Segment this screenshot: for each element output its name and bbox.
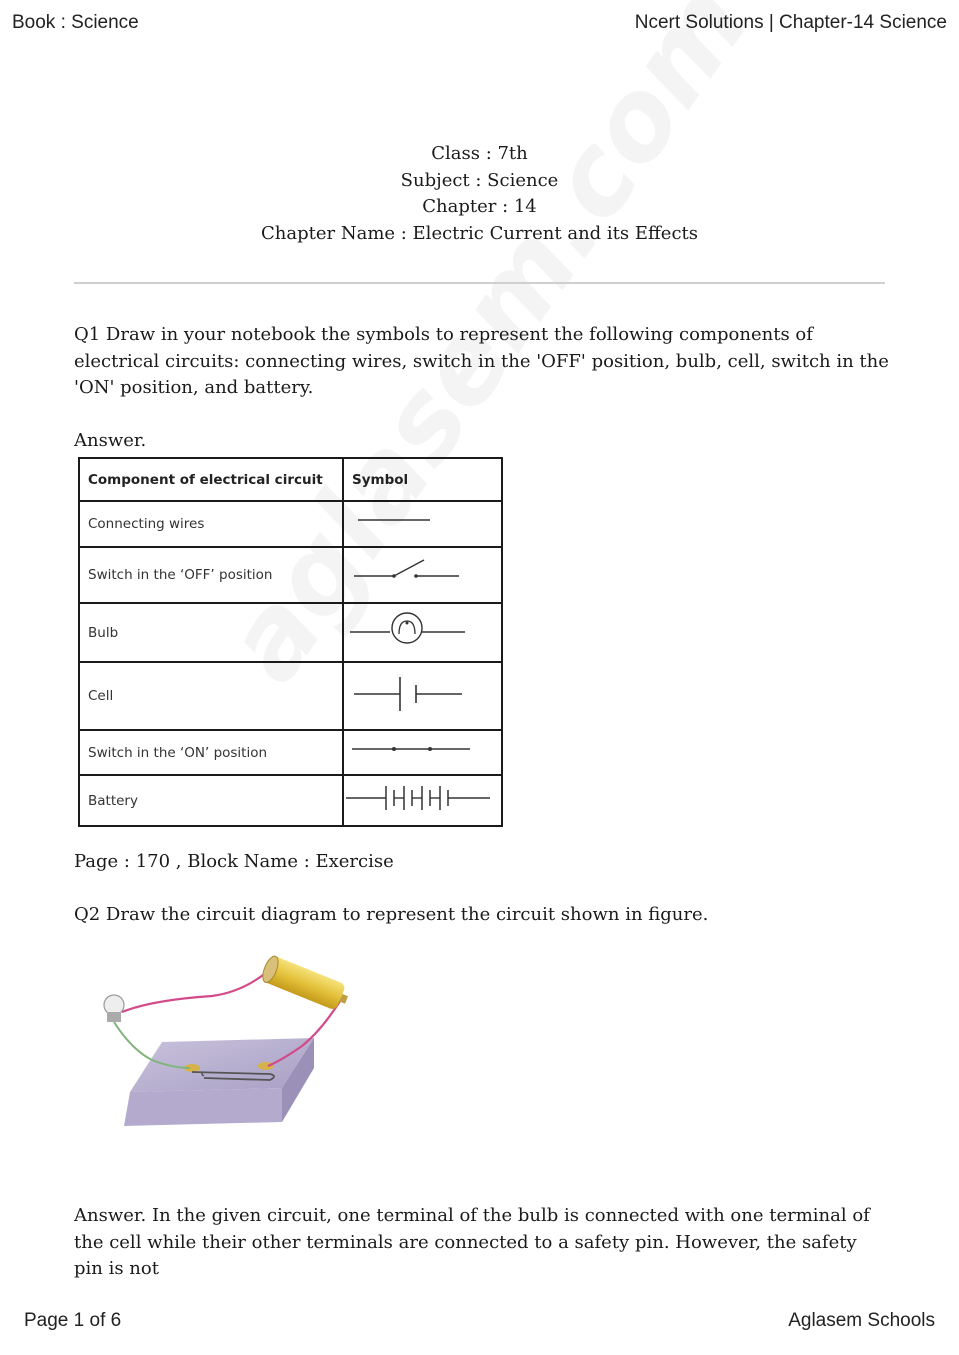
title-block bbox=[0, 141, 959, 247]
component-name: Connecting wires bbox=[79, 501, 343, 547]
header-book-label: Book : Science bbox=[12, 12, 139, 33]
table-row bbox=[79, 730, 502, 775]
bulb-symbol-cell bbox=[343, 603, 502, 662]
chapter-label: Chapter : 14 bbox=[422, 196, 537, 217]
battery-symbol-icon bbox=[344, 776, 501, 821]
cell-symbol-cell bbox=[343, 662, 502, 730]
table-row bbox=[79, 547, 502, 603]
switch-on-symbol-icon bbox=[344, 731, 501, 770]
subject-label: Subject : Science bbox=[400, 169, 559, 191]
component-name: Switch in the ‘ON’ position bbox=[79, 730, 343, 775]
wire-symbol-cell bbox=[343, 501, 502, 547]
component-name: Bulb bbox=[79, 603, 343, 662]
switch-off-symbol-icon bbox=[344, 548, 501, 598]
table-row bbox=[79, 662, 502, 730]
page-reference: Page : 170 , Block Name : Exercise bbox=[74, 851, 394, 872]
circuit-photo-illustration bbox=[92, 950, 362, 1135]
table-row bbox=[79, 501, 502, 547]
q2-answer: Answer. In the given circuit, one terminal of the bulb is connected with one terminal of the cell while their other terminals are connected to a safety pin. However, the safety pin is not bbox=[74, 1205, 870, 1279]
switch-on-symbol-cell bbox=[343, 730, 502, 775]
table-header-symbol: Symbol bbox=[343, 458, 502, 501]
bulb-symbol-icon bbox=[344, 604, 501, 657]
table-header-row bbox=[79, 458, 502, 501]
circuit-figure-svg bbox=[92, 950, 362, 1135]
component-name: Cell bbox=[79, 662, 343, 730]
components-table bbox=[78, 457, 503, 827]
page-number: Page 1 of 6 bbox=[24, 1310, 122, 1331]
cell-symbol-icon bbox=[344, 663, 501, 725]
q1-answer-label: Answer. bbox=[74, 430, 147, 451]
switch-off-symbol-cell bbox=[343, 547, 502, 603]
chapter-name-label: Chapter Name : Electric Current and its Effects bbox=[261, 222, 698, 244]
q2-question: Q2 Draw the circuit diagram to represent the circuit shown in figure. bbox=[74, 904, 709, 925]
q1-question: Q1 Draw in your notebook the symbols to represent the following components of electrical circuits: connecting wires, switch in the 'OFF' position, bulb, cell, switch in the 'ON' position, and battery. bbox=[74, 324, 889, 398]
table-row bbox=[79, 603, 502, 662]
wire-symbol-icon bbox=[344, 502, 501, 542]
table-header-component: Component of electrical circuit bbox=[79, 458, 343, 501]
battery-symbol-cell bbox=[343, 775, 502, 826]
divider bbox=[74, 282, 885, 284]
table-row bbox=[79, 775, 502, 826]
component-name: Battery bbox=[79, 775, 343, 826]
component-name: Switch in the ‘OFF’ position bbox=[79, 547, 343, 603]
header-chapter-label: Ncert Solutions | Chapter-14 Science bbox=[634, 12, 947, 33]
publisher-name: Aglasem Schools bbox=[788, 1310, 935, 1331]
class-label: Class : 7th bbox=[431, 143, 528, 164]
